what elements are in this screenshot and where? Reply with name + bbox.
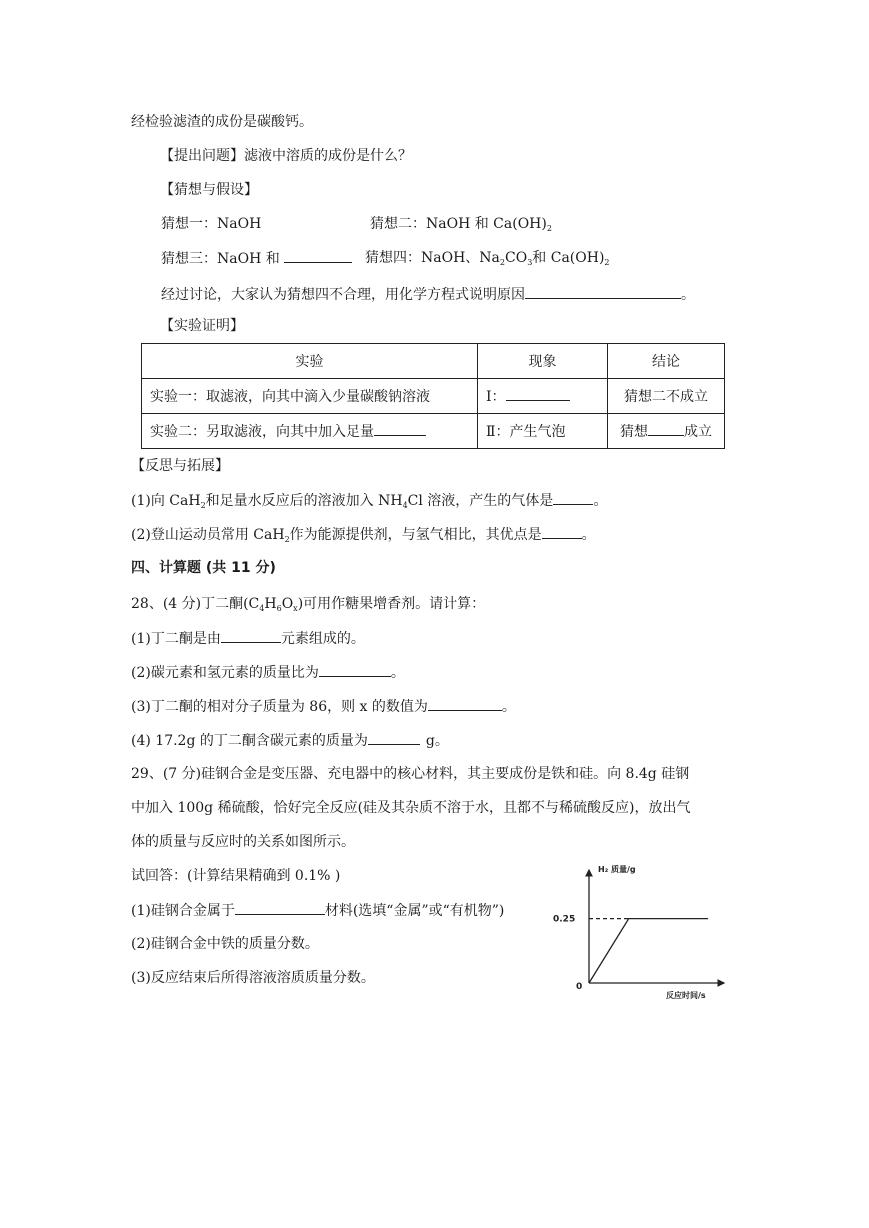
q29-line-3: 体的质量与反应时的关系如图所示。 xyxy=(131,834,355,850)
h2-mass-line xyxy=(589,919,708,983)
q29-p1-blank[interactable] xyxy=(235,900,325,915)
q29-p1-a: (1)硅钢合金属于 xyxy=(131,903,235,919)
discussion-text: 经过讨论，大家认为猜想四不合理，用化学方程式说明原因 xyxy=(161,287,525,303)
q28-sub3: x xyxy=(293,604,298,613)
reflect-q1-sub1: 2 xyxy=(200,501,206,510)
row2-experiment-blank[interactable] xyxy=(374,421,426,436)
row2-experiment-text: 实验二：另取滤液，向其中加入足量 xyxy=(150,424,374,440)
section-4-title: 四、计算题 (共 11 分) xyxy=(131,560,276,576)
reflect-q2-sub: 2 xyxy=(284,535,290,544)
row1-phenomenon-blank[interactable] xyxy=(506,386,570,401)
q28-stem xyxy=(131,594,485,614)
q28-p2-blank[interactable] xyxy=(319,662,391,677)
row1-phenomenon-label: Ⅰ： xyxy=(486,389,506,405)
q28-sub2: 6 xyxy=(276,604,282,613)
discussion-line xyxy=(161,284,695,305)
guess-3 xyxy=(161,248,352,269)
guess-4 xyxy=(365,248,610,268)
q28-p1-a: (1)丁二酮是由 xyxy=(131,631,221,647)
reflect-q1-c: Cl 溶液，产生的气体是 xyxy=(407,493,554,509)
q28-stem-c: O xyxy=(281,596,294,612)
reflect-q1-a: (1)向 CaH xyxy=(131,493,201,509)
q28-p4-a: (4) 17.2g 的丁二酮含碳元素的质量为 xyxy=(131,733,368,749)
header-conclusion: 结论 xyxy=(608,344,725,379)
q29-part2: (2)硅钢合金中铁的质量分数。 xyxy=(131,936,319,952)
guess-3-blank[interactable] xyxy=(284,248,352,263)
question-line xyxy=(160,146,412,166)
guess-4-text-c: 和 Ca(OH) xyxy=(532,250,605,266)
reflect-q2-end: 。 xyxy=(581,527,596,543)
proof-header: 【实验证明】 xyxy=(160,318,244,334)
guess-2-sub: 2 xyxy=(546,224,552,233)
reflect-q1-blank[interactable] xyxy=(553,490,593,505)
q28-p2-b: 。 xyxy=(390,665,405,681)
q29-line-4: 试回答：(计算结果精确到 0.1% ) xyxy=(131,868,341,884)
reflect-header: 【反思与拓展】 xyxy=(131,458,229,474)
guess-2 xyxy=(370,214,552,234)
guess-1: 猜想一：NaOH xyxy=(161,216,262,232)
x-axis-label: 反应时间/s xyxy=(666,991,706,1000)
h2-mass-chart xyxy=(548,860,738,1005)
reflect-q1-b: 和足量水反应后的溶液加入 NH xyxy=(205,493,403,509)
reflect-q1-sub2: 4 xyxy=(402,501,408,510)
q28-part4 xyxy=(131,730,449,751)
q28-stem-a: 28、(4 分)丁二酮(C xyxy=(131,596,260,612)
row2-experiment xyxy=(142,414,478,449)
guess-4-sub-1: 2 xyxy=(499,258,505,267)
reflect-q1-end: 。 xyxy=(593,493,608,509)
q28-p1-b: 元素组成的。 xyxy=(280,631,365,647)
intro-line: 经检验滤渣的成份是碳酸钙。 xyxy=(131,114,313,130)
q29-line-2: 中加入 100g 稀硫酸，恰好完全反应(硅及其杂质不溶于水，且都不与稀硫酸反应)，放出气 xyxy=(131,800,691,816)
reflect-q1 xyxy=(131,490,607,511)
q29-p1-b: 材料(选填“金属”或“有机物”) xyxy=(324,903,505,919)
q29-part1 xyxy=(131,900,504,921)
reflect-q2-a: (2)登山运动员常用 CaH xyxy=(131,527,285,543)
guess-4-text-b: CO xyxy=(504,250,528,266)
q28-p2-a: (2)碳元素和氢元素的质量比为 xyxy=(131,665,319,681)
q28-p4-b: g。 xyxy=(425,733,449,749)
table-row xyxy=(142,414,725,449)
q28-p1-blank[interactable] xyxy=(221,628,281,643)
row1-phenomenon xyxy=(478,379,608,414)
hypothesis-header: 【猜想与假设】 xyxy=(160,182,258,198)
row2-conclusion-a: 猜想 xyxy=(620,424,648,440)
guess-2-text: 猜想二：NaOH 和 Ca(OH) xyxy=(370,216,547,232)
row2-conclusion xyxy=(608,414,725,449)
q29-part3: (3)反应结束后所得溶液溶质质量分数。 xyxy=(131,970,375,986)
header-phenomenon: 现象 xyxy=(478,344,608,379)
discussion-end: 。 xyxy=(681,287,695,303)
row2-conclusion-blank[interactable] xyxy=(648,421,684,436)
q28-p3-b: 。 xyxy=(501,699,516,715)
reflect-q2-b: 作为能源提供剂，与氢气相比，其优点是 xyxy=(289,527,542,543)
header-experiment: 实验 xyxy=(142,344,478,379)
y-axis-label: H₂ 质量/g xyxy=(598,865,636,874)
table-header-row xyxy=(142,344,725,379)
row1-conclusion: 猜想二不成立 xyxy=(608,379,725,414)
experiment-table xyxy=(141,343,725,449)
guess-4-sub-2: 3 xyxy=(527,258,533,267)
reflect-q2 xyxy=(131,524,596,545)
q28-sub1: 4 xyxy=(259,604,265,613)
q28-p4-blank[interactable] xyxy=(368,730,420,745)
origin-label: 0 xyxy=(576,982,583,992)
q28-stem-d: )可用作糖果增香剂。请计算： xyxy=(297,596,486,612)
q28-stem-b: H xyxy=(264,596,277,612)
row2-phenomenon: Ⅱ：产生气泡 xyxy=(478,414,608,449)
q28-part3 xyxy=(131,696,516,717)
row2-conclusion-b: 成立 xyxy=(684,424,712,440)
y-tick-label: 0.25 xyxy=(553,914,576,925)
row1-experiment: 实验一：取滤液，向其中滴入少量碳酸钠溶液 xyxy=(142,379,478,414)
table-row xyxy=(142,379,725,414)
question-bracket: 【提出问题】 xyxy=(160,148,244,164)
q28-p3-a: (3)丁二酮的相对分子质量为 86，则 x 的数值为 xyxy=(131,699,428,715)
guess-4-text-a: 猜想四：NaOH、Na xyxy=(365,250,500,266)
q28-p3-blank[interactable] xyxy=(428,696,502,711)
q29-line-1: 29、(7 分)硅钢合金是变压器、充电器中的核心材料，其主要成份是铁和硅。向 8.4g 硅钢 xyxy=(131,766,690,782)
discussion-blank[interactable] xyxy=(525,284,681,299)
guess-3-text: 猜想三：NaOH 和 xyxy=(161,251,280,267)
q28-part1 xyxy=(131,628,365,649)
q28-part2 xyxy=(131,662,405,683)
reflect-q2-blank[interactable] xyxy=(542,524,582,539)
guess-4-sub-3: 2 xyxy=(604,258,610,267)
question-text: 滤液中溶质的成份是什么？ xyxy=(244,148,412,164)
